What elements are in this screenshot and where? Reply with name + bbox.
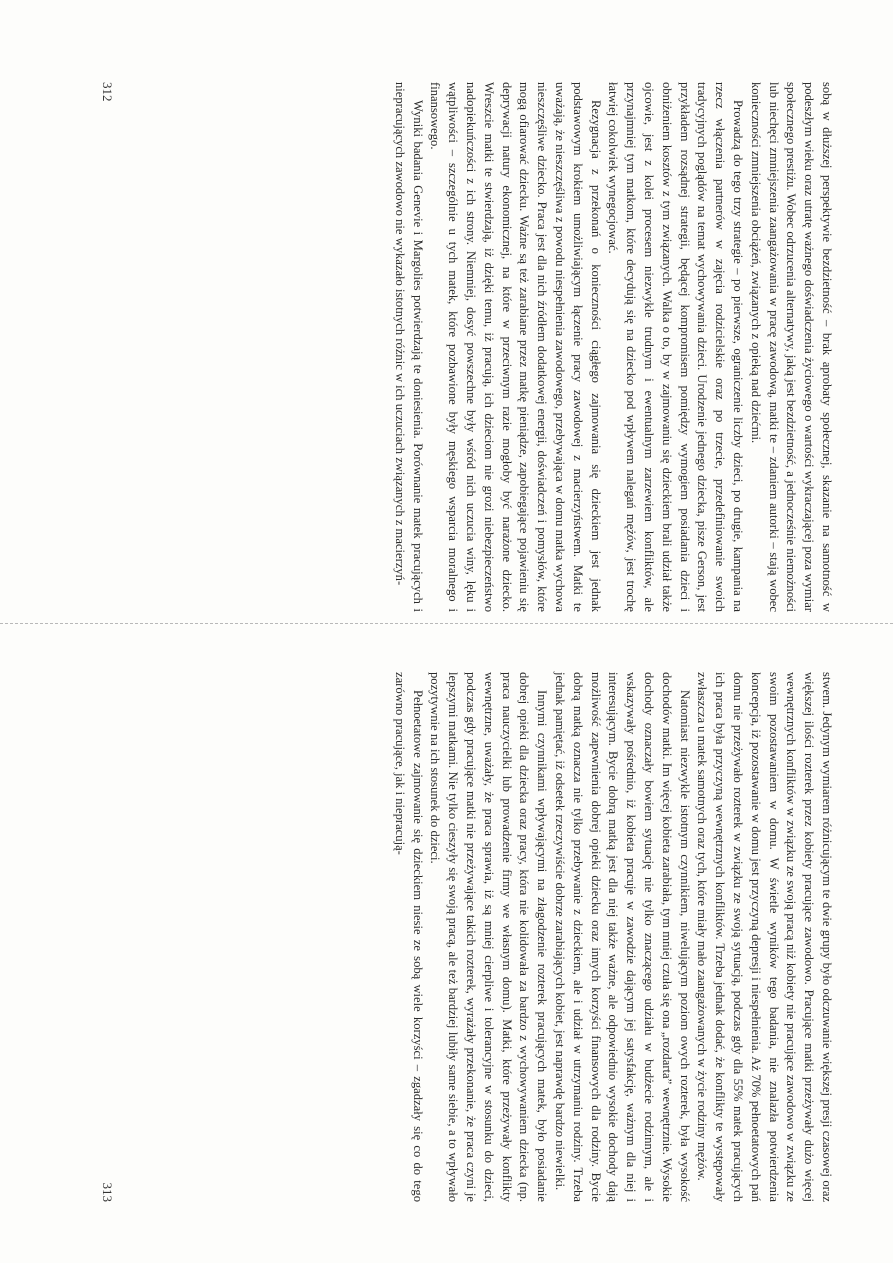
paragraph: stwem. Jedynym wymiarem różnicującym te dwie grupy było odczuwanie większej presji czasowej oraz większej ilości rozterek przez kobiety pracujące zawodowo. Pracujące matki przeżywały dużo więcej wewnętrznych konfliktów w związku ze swoją pracą niż kobiety nie pracujące zawodowo w związku ze swoim pozostawaniem w domu. W świetle wyników tego badania, nie znalazła potwierdzenia koncepcja, iż pozostawanie w domu jest przyczyną depresji i niespełnienia. Aż 70% pełnoetatowych pań domu nie przeżywało rozterek w związku ze swoją sytuacją, podczas gdy dla 55% matek pracujących ich praca była przyczyną wewnętrznych konfliktów. Trzeba jednak dodać, że konflikty te występowały zwłaszcza u matek samotnych oraz tych, które miały mało zaangażowanych w życie rodziny mężów. (695, 672, 834, 1202)
paragraph: Pełnoetatowe zajmowanie się dzieckiem niesie ze sobą wiele korzyści – zgadzały się co do tego zarówno pracujące, jak i niepracują- (392, 672, 425, 1202)
paragraph: Prowadzą do tego trzy strategie – po pierwsze, ograniczenie liczby dzieci, po drugie, kampania na rzecz włączenia partnerów w zajęcia rodzicielskie oraz po trzecie, przedefiniowanie swoich tradycyjnych poglądów na temat wychowywania dzieci. Urodzenie jednego dziecka, pisze Gerson, jest przykładem rozsądnej strategii, będącej kompromisem pomiędzy wymogiem posiadania dzieci i obniżeniem kosztów z tym związanych. Walka o to, by w zajmowaniu się dzieckiem brali udział także ojcowie, jest z kolei procesem niezwykle trudnym i ewentualnym zarzewiem konfliktów, ale przynajmniej tym matkom, które decydują się na dziecko pod wpływem nalegań mężów, jest trochę łatwiej cokolwiek wynegocjować. (606, 82, 746, 612)
paragraph: Rezygnacja z przekonań o konieczności ciągłego zajmowania się dzieckiem jest jednak podstawowym krokiem umożliwiającym łączenie pracy zawodowej z macierzyństwem. Matki te uważają, że nieszczęśliwa z powodu niespełnienia zawodowego, przebywająca w domu matka wychowa nieszczęśliwe dziecko. Praca jest dla nich źródłem dodatkowej energii, doświadczeń i pomysłów, które mogą ofiarować dziecku. Ważne są też zarabiane przez matkę pieniądze, zapobiegające pojawieniu się deprywacji natury ekonomicznej, na które w przeciwnym razie mogłoby być narażone dziecko. Wreszcie matki te stwierdzają, iż dzięki temu, iż pracują, ich dzieciom nie grozi niebezpieczeństwo nadopiekuńczości z ich strony. Niemniej, dosyć powszechne były wśród nich uczucia winy, lęku i wątpliwości – szczególnie u tych matek, które pozbawione były męskiego wsparcia moralnego i finansowego. (428, 82, 603, 612)
paragraph: Wyniki badania Genevie i Margolies potwierdzają te doniesienia. Porównanie matek pracujących i niepracujących zawodowo nie wykazało istotnych różnic w ich uczuciach związanych z macierzyń- (392, 82, 425, 612)
page-right (85, 672, 835, 1202)
paragraph: Natomiast niezwykle istotnym czynnikiem, niwelującym poziom owych rozterek, była wysokość dochodów matki. Im więcej kobieta zarabiała, tym mniej czuła się ona „rozdarta” wewnętrznie. Wysokie dochody oznaczały bowiem sytuację nie tylko znaczącego udziału w budżecie rodzinnym, ale i wskazywały pośrednio, iż kobieta pracuje w zawodzie dającym jej satysfakcję, ważnym dla niej i interesującym. Bycie dobrą matką jest dla niej także ważne, ale odpowiednio wysokie dochody dają możliwość zapewnienia dobrej opieki dziecku oraz innych korzyści finansowych dla rodziny. Bycie dobrą matką oznacza nie tylko przebywanie z dzieckiem, ale i udział w utrzymaniu rodziny. Trzeba jednak pamiętać, iż odsetek rzeczywiście dobrze zarabiających kobiet, jest naprawdę bardzo niewielki. (553, 672, 692, 1202)
page-left (85, 82, 835, 612)
page-fold-line (0, 623, 893, 624)
paragraph: Innymi czynnikami wpływającymi na złagodzenie rozterek pracujących matek, było posiadanie dobrej opieki dla dziecka oraz pracy, która nie kolidowała za bardzo z wychowywaniem dziecka (np. praca nauczycielki lub prowadzenie firmy we własnym domu). Matki, które przeżywały konflikty wewnętrzne, uważały, że praca sprawia, iż są mniej cierpliwe i tolerancyjne w stosunku do dzieci, podczas gdy pracujące matki nie przeżywające takich rozterek, wyrażały przekonanie, że praca czyni je lepszymi matkami. Nie tylko cieszyły się swoją pracą, ale też bardziej lubiły same siebie, a to wpływało pozytywnie na ich stosunek do dzieci. (428, 672, 550, 1202)
page-number: 312 (100, 82, 115, 102)
paragraph: sobą w dłuższej perspektywie bezdzietność – brak aprobaty społecznej, skazanie na samotność w podeszłym wieku oraz utratę ważnego doświadczenia życiowego o wartości wykraczającej poza wymiar społecznego prestiżu. Wobec odrzucenia alternatywy, jaką jest bezdzietność, a jednocześnie niemożności lub niechęci zmniejszenia zaangażowania w pracę zawodową, matki te – zdaniem autorki – stają wobec konieczności zmniejszenia obciążeń, związanych z opieką nad dziećmi. (748, 82, 834, 612)
page-number: 313 (100, 1182, 115, 1202)
